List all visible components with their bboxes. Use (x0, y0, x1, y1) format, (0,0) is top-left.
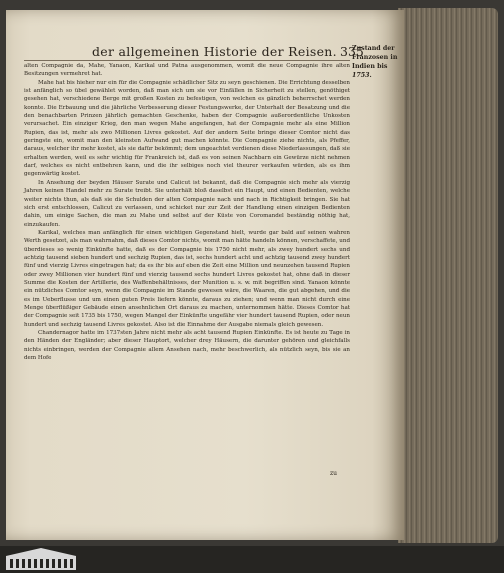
book-page-edges (398, 8, 498, 543)
paragraph: Chandernagor hatte im 1737sten Jahre nicht mehr als acht tausend Rupien Einkünfte. Es ist heute zu Tage in den Händen der Engländer; aber dieser Hauptort, welcher drey Häusern, die darunter gehören und gleichfalls nichts einbringen, werden der Compagnie allem Ansehen nach, mehr beschwerlich, als nützlich seyn, bis sie an dem Hofe (24, 330, 350, 362)
paragraph: Mahe hat bis hieher nur ein für die Compagnie schädlicher Sitz zu seyn geschienen. Die Errichtung desselben ist anfänglich so übel gewählet worden, daß man sich um sie vor Einfällen in Sicherheit zu stellen, genöthiget gesehen hat, verschiedene Berge mit großen Kosten zu befestigen, von welchen es gänzlich beherrschet werden konnte. Die Erbauung und die jährliche Verbesserung dieser Festungswerke, der Unterhalt der Besatzung und die den benachbarten Prinzen jährlich gemachten Geschenke, haben der Compagnie außerordentliche Unkosten verursachet. Ein einziger Krieg, den man wegen Mahe angefangen, hat der Compagnie mehr als eine Million Rupien, das ist, mehr als zwo Millionen Livres gekostet. Auf der andern Seite bringe dieser Comtor nicht das geringste ein, womit man den kleinsten Aufwand gut machen könnte. Die Compagnie ziehe nichts, als Pfeffer, daraus, welcher ihr mehr kostet, als sie dafür bekömmt; dem ungeachtet verdienen diese Niederlassungen, daß sie erhalten werden, weil es sehr wichtig für Frankreich ist, daß es von seinen Nachbarn ein Gewürze nicht nehmen darf, welches es nicht entbehren kann, und die ihr selbiges noch viel theurer verkaufen würden, als es ihm gegenwärtig kostet. (24, 79, 350, 178)
margin-note-year: 1753. (352, 72, 372, 79)
header-rule (24, 60, 350, 61)
margin-note-line: Zustand der (352, 45, 395, 52)
paragraph: In Ansehung der beyden Häuser Surate und Calicut ist bekannt, daß die Compagnie sich mehr als vierzig Jahren keinen Handel mehr zu Surate treibt. Sie unterhält bloß daselbst ein Haupt, und einen Bedienten, welche weiter nichts thun, als daß sie die Schulden der alten Compagnie nach und nach in Richtigkeit bringen. Sie hat sich erst entschlossen, Calicut zu verlassen, und schicket nur zur Zeit der Handlung einen einzigen Bedienten dahin, um einige Sachen, die man zu Mahe und selbst auf der Küste von Coromandel beständig nöthig hat, einzukaufen. (24, 179, 350, 228)
margin-note (352, 44, 406, 80)
paragraph: alten Compagnie da, Mahe, Yanaon, Karikal und Patna ausgenommen, womit die neue Compagnie ihre alten Besitzungen vermehret hat. (24, 63, 350, 78)
body-text (24, 62, 350, 362)
catchword: zu (330, 470, 338, 477)
running-title: der allgemeinen Historie der Reisen. (92, 44, 337, 59)
library-building-logo (6, 548, 76, 570)
margin-note-line: Indien bis (352, 63, 388, 70)
page-number: 335 (340, 44, 364, 59)
margin-note-line: Franzosen in (352, 54, 398, 61)
paragraph: Karikal, welches man anfänglich für einen wichtigen Gegenstand hielt, wurde gar bald auf seinen wahren Werth gesetzet, als man wahrnahm, daß dieses Comtor nichts, womit man hätte handeln können, verschaffete, und überdieses so wenig Einkünfte hatte, daß es der Compagnie bis 1750 nicht mehr, als zwey hundert sechs und achtzig tausend sieben hundert und sechzig Rupien, das ist, sechs hundert acht und achtzig tausend zwey hundert fünf und vierzig Livres eingetragen hat; da es ihr bis auf eben die Zeit eine Million und neunzehen tausend Rupien oder zwey Millionen vier hundert fünf und vierzig tausend sechs hundert Livres gekostet hat, ohne daß in dieser Summe die Kosten der Artillerie, des Waffenbehältnisses, der Munition u. s. w. mit begriffen sind. Yanaon könnte ein nützliches Comtor seyn, wenn die Compagnie im Stande gewesen wäre, die Waaren, die gut abgehen, und die es im Ueberflusse und um einen guten Preis liefern könnte, daraus zu ziehen; und wenn man nicht durch eine Menge überflüßiger Gebäude einen ansehnlichen Ort daraus zu machen, unternommen hätte. Dieses Comtor hat der Compagnie seit 1735 bis 1750, wegen Mangel der Einkünfte ungefähr vier hundert tausend Rupien, oder neun hundert und sechzig tausend Livres gekostet. Also ist die Einnahme der Ausgabe niemals gleich gewesen. (24, 229, 350, 328)
